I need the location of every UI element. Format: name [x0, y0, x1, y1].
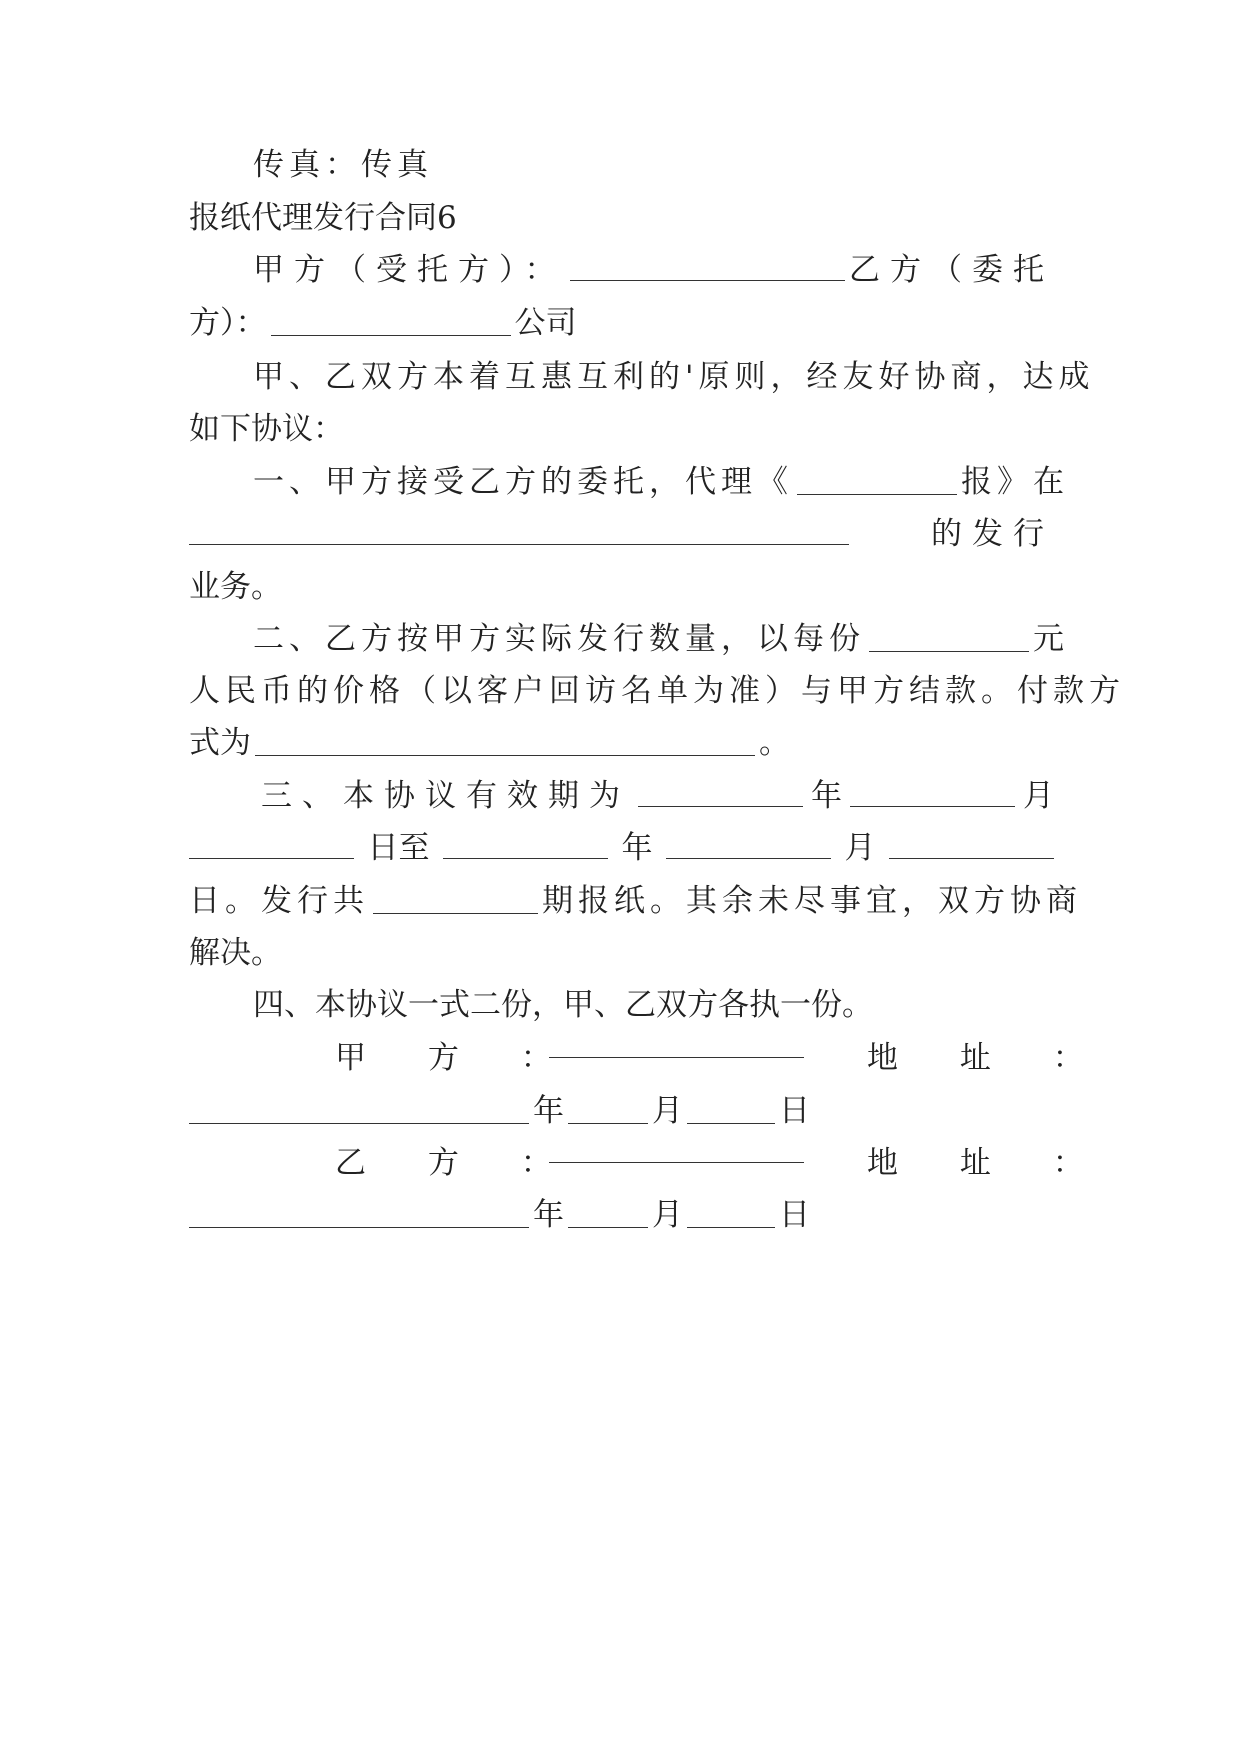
- newspaper-name-blank[interactable]: [797, 467, 957, 495]
- sign-a-month: 月: [652, 1093, 683, 1129]
- region-blank[interactable]: [189, 517, 849, 545]
- clause4-text: 四、本协议一式二份，甲、乙双方各执一份。: [253, 987, 873, 1023]
- sign-b-month-blank[interactable]: [568, 1200, 648, 1228]
- party-b-label-end: 方）：: [189, 305, 267, 341]
- start-year-blank[interactable]: [638, 779, 803, 807]
- sign-a-blank[interactable]: [549, 1030, 804, 1058]
- end-month-label: 月: [844, 830, 876, 866]
- sign-b-day-blank[interactable]: [687, 1200, 775, 1228]
- clause3-line-3: [189, 876, 1082, 926]
- end-day-blank[interactable]: [889, 831, 1054, 859]
- end-year-label: 年: [621, 830, 653, 866]
- sign-a-address-blank[interactable]: [189, 1096, 529, 1124]
- issues-blank[interactable]: [373, 886, 538, 914]
- sign-b-blank[interactable]: [549, 1135, 804, 1163]
- sign-a-day-blank[interactable]: [687, 1096, 775, 1124]
- start-month-blank[interactable]: [850, 779, 1015, 807]
- sign-a-address-label: 地 址 ：: [867, 1040, 1110, 1076]
- clause1-line2-end: 的发行: [931, 516, 1054, 552]
- clause2-line-3: [189, 718, 1054, 768]
- sign-a-label: 甲 方 ：: [335, 1040, 578, 1076]
- fax-text: 传真：传真: [253, 147, 433, 183]
- clause2-start: 二、乙方按甲方实际发行数量，以每份: [253, 621, 865, 657]
- end-month-blank[interactable]: [666, 831, 831, 859]
- end-year-blank[interactable]: [443, 831, 608, 859]
- clause2-line-1: [189, 614, 1118, 664]
- clause4-line: [189, 980, 1118, 1030]
- clause2-end: 元: [1033, 621, 1064, 657]
- company-suffix: 公司: [514, 305, 577, 341]
- sign-b-year: 年: [533, 1197, 564, 1233]
- intro-line-1: [189, 352, 1118, 402]
- fax-line: [189, 140, 1118, 190]
- document-title: [189, 193, 1054, 243]
- sign-a-line-2: [189, 1086, 1054, 1136]
- sign-a-day: 日: [779, 1093, 810, 1129]
- sign-a-month-blank[interactable]: [568, 1096, 648, 1124]
- party-b-label: 乙方（委托: [849, 252, 1054, 288]
- start-day-blank[interactable]: [189, 831, 354, 859]
- clause3-line3-end: 期报纸。其余未尽事宜，双方协商: [542, 883, 1082, 919]
- intro-line-2: [189, 404, 1054, 454]
- sign-b-address-blank[interactable]: [189, 1200, 529, 1228]
- sign-b-day: 日: [779, 1197, 810, 1233]
- clause2-line3-start: 式为: [189, 725, 251, 761]
- start-month-label: 月: [1023, 778, 1054, 814]
- sign-b-line-2: [189, 1190, 1054, 1240]
- intro-text-1: 甲、乙双方本着互惠互利的'原则，经友好协商，达成: [253, 359, 1095, 395]
- party-line: [189, 245, 1054, 295]
- clause1-line-3: [189, 562, 1054, 612]
- clause3-line-1: [189, 771, 1054, 821]
- intro-text-2: 如下协议：: [189, 411, 344, 447]
- party-b-line: [189, 298, 1054, 348]
- clause3-day-label: 日。发行共: [189, 883, 369, 919]
- clause1-line-2: [189, 509, 1054, 559]
- party-a-label: 甲方（受托方）：: [253, 252, 566, 288]
- date-to-label: 日至: [367, 830, 430, 866]
- clause3-line4-text: 解决。: [189, 935, 282, 971]
- start-year-label: 年: [811, 778, 842, 814]
- price-blank[interactable]: [869, 624, 1029, 652]
- sign-a-line-1: [189, 1033, 1110, 1083]
- clause3-start: 三、本协议有效期为: [261, 778, 630, 814]
- clause3-line-4: [189, 928, 1054, 978]
- title-text: 报纸代理发行合同6: [189, 200, 457, 236]
- clause1-start: 一、甲方接受乙方的委托，代理《: [253, 464, 793, 500]
- sign-b-month: 月: [652, 1197, 683, 1233]
- party-a-blank[interactable]: [570, 253, 846, 281]
- sign-b-address-label: 地 址 ：: [867, 1145, 1110, 1181]
- clause2-line3-end: 。: [759, 725, 790, 761]
- clause1-line-1: [189, 457, 1118, 507]
- clause1-line3-text: 业务。: [189, 569, 282, 605]
- sign-b-label: 乙 方 ：: [335, 1145, 578, 1181]
- clause2-line-2: [189, 666, 1125, 716]
- sign-b-line-1: [189, 1138, 1110, 1188]
- clause2-line2-text: 人民币的价格（以客户回访名单为准）与甲方结款。付款方: [189, 673, 1125, 709]
- clause3-line-2: [189, 823, 1054, 873]
- sign-a-year: 年: [533, 1093, 564, 1129]
- clause1-end: 报》在: [961, 464, 1069, 500]
- payment-method-blank[interactable]: [255, 728, 755, 756]
- party-b-blank[interactable]: [271, 308, 511, 336]
